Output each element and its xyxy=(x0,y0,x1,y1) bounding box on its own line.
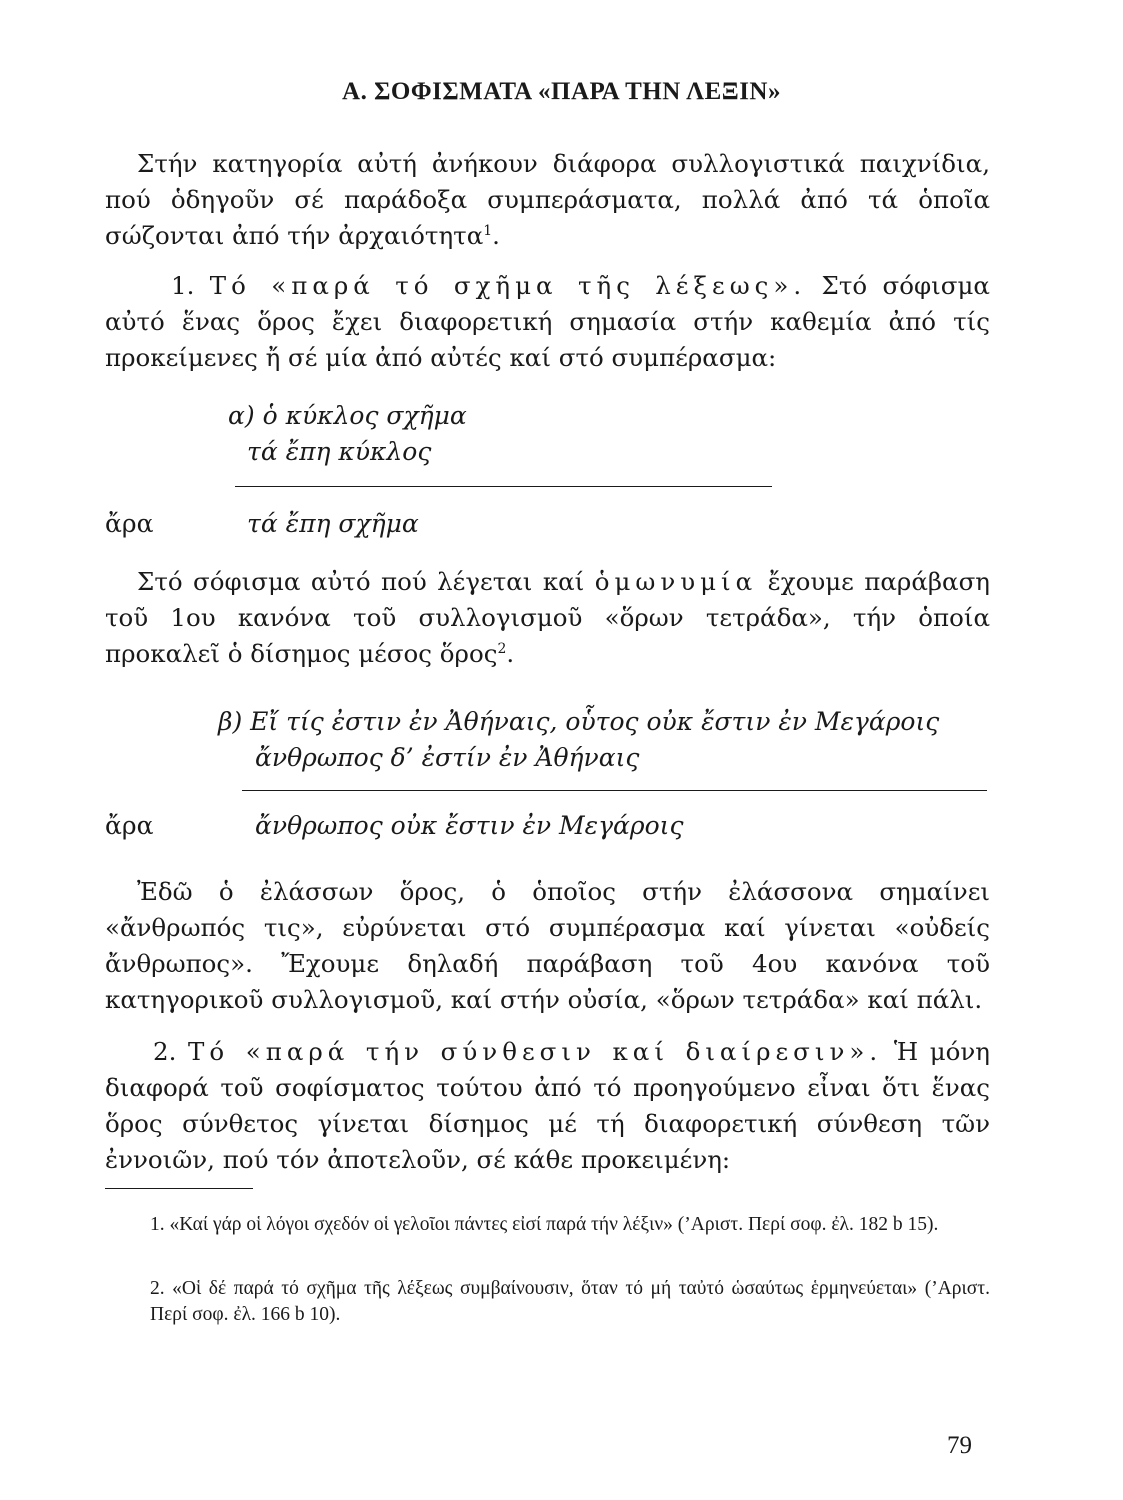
footnote-2-text: 2. «Οἱ δέ παρά τό σχῆμα τῆς λέξεως συμβαίνουσιν, ὅταν τό μή ταὐτό ὡσαύτως ἑρμηνεύεται» (’Αριστ. Περί σοφ. ἐλ. 166 b 10). xyxy=(150,1278,990,1325)
section-1-paragraph xyxy=(105,268,990,376)
intro-text: Στήν κατηγορία αὐτή ἀνήκουν διάφορα συλλογιστικά παιχνίδια, πού ὁδηγοῦν σέ παράδοξα συμπεράσματα, πολλά ἀπό τά ὁποῖα σώζονται ἀπό τήν ἀρχαιότητα xyxy=(105,149,990,250)
example-b-conclusion: ἄνθρωπος οὐκ ἔστιν ἐν Μεγάροις xyxy=(255,811,684,840)
footnote-separator xyxy=(105,1188,253,1189)
homonymy-text-before: Στό σόφισμα αὐτό πού λέγεται καί xyxy=(137,567,585,596)
homonymy-end: . xyxy=(506,639,515,668)
intro-paragraph xyxy=(105,146,990,254)
example-b-ara: ἄρα xyxy=(105,811,154,840)
example-b-premise-2: ἄνθρωπος δ’ ἐστίν ἐν Ἀθήναις xyxy=(255,743,640,772)
example-a-rule xyxy=(235,486,772,487)
homonymy-text-after: ἔχουμε παράβαση τοῦ 1ου κανόνα τοῦ συλλογισμοῦ «ὅρων τετράδα», τήν ὁποία προκαλεῖ ὁ δίσημος μέσος ὅρος xyxy=(105,567,990,668)
footnote-1 xyxy=(105,1212,990,1238)
section-1-title: Τό «παρά τό σχῆμα τῆς λέξεως». xyxy=(209,271,807,300)
section-heading: Α. ΣΟΦΙΣΜΑΤΑ «ΠΑΡΑ ΤΗΝ ΛΕΞΙΝ» xyxy=(342,78,781,105)
section-1-text: Στό σόφισμα αὐτό ἕνας ὅρος ἔχει διαφορετική σημασία στήν καθεμία ἀπό τίς προκείμενες ἤ σέ μία ἀπό αὐτές καί στό συμπέρασμα: xyxy=(105,271,990,372)
footnote-1-text: 1. «Καί γάρ οἱ λόγοι σχεδόν οἱ γελοῖοι πάντες εἰσί παρά τήν λέξιν» (’Αριστ. Περί σοφ. ἐλ. 182 b 15). xyxy=(150,1214,939,1235)
example-a-ara: ἄρα xyxy=(105,509,154,538)
section-2-paragraph xyxy=(105,1034,990,1178)
homonymy-term: ὁμωνυμία xyxy=(594,567,758,596)
example-a-conclusion: τά ἔπη σχῆμα xyxy=(247,509,419,538)
footnote-ref-2: 2 xyxy=(497,641,507,657)
section-2-number: 2. xyxy=(153,1037,177,1066)
section-2-title: Τό «παρά τήν σύνθεσιν καί διαίρεσιν». xyxy=(188,1037,883,1066)
section-2-text: Ἡ μόνη διαφορά τοῦ σοφίσματος τούτου ἀπό τό προηγούμενο εἶναι ὅτι ἕνας ὅρος σύνθετος γίνεται δίσημος μέ τή διαφορετική σύνθεση τῶν ἐννοιῶν, πού τόν ἀποτελοῦν, σέ κάθε προκειμένη: xyxy=(105,1037,990,1174)
footnote-2 xyxy=(105,1276,990,1328)
example-a-premise-1: α) ὁ κύκλος σχῆμα xyxy=(228,401,467,430)
homonymy-paragraph xyxy=(105,564,990,672)
minor-term-paragraph: Ἐδῶ ὁ ἐλάσσων ὅρος, ὁ ὁποῖος στήν ἐλάσσονα σημαίνει «ἄνθρωπός τις», εὐρύνεται στό συμπέρασμα καί γίνεται «οὐδείς ἄνθρωπος». Ἔχουμε δηλαδή παράβαση τοῦ 4ου κανόνα τοῦ κατηγορικοῦ συλλογισμοῦ, καί στήν οὐσία, «ὅρων τετράδα» καί πάλι. xyxy=(105,877,990,1014)
footnote-ref-1: 1 xyxy=(483,223,493,239)
intro-end: . xyxy=(492,221,500,250)
example-b-premise-1: β) Εἴ τίς ἐστιν ἐν Ἀθήναις, οὗτος οὐκ ἔστιν ἐν Μεγάροις xyxy=(218,707,940,736)
page-number: 79 xyxy=(947,1432,972,1459)
section-1-number: 1. xyxy=(171,271,195,300)
example-b-rule xyxy=(242,790,987,791)
example-a-premise-2: τά ἔπη κύκλος xyxy=(247,437,432,466)
